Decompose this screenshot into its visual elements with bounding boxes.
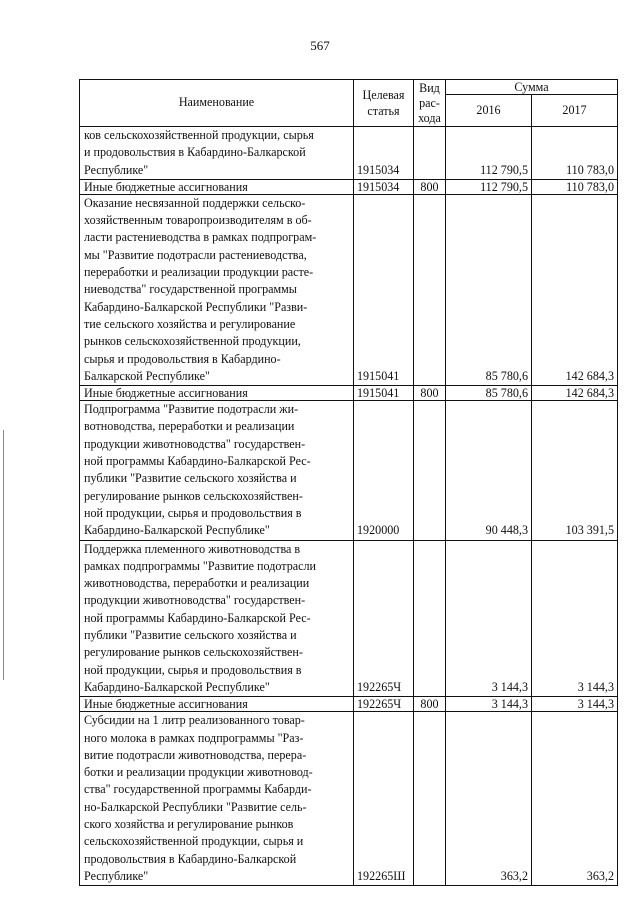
row-sum-2016: 85 780,6 bbox=[446, 194, 532, 385]
scan-edge-mark bbox=[3, 430, 4, 680]
row-sum-2016: 90 448,3 bbox=[446, 401, 532, 540]
page-number: 567 bbox=[310, 38, 330, 53]
row-code: 1920000 bbox=[354, 401, 414, 540]
table-row bbox=[80, 386, 618, 401]
row-code: 1915034 bbox=[354, 179, 414, 194]
row-vid bbox=[414, 540, 446, 697]
row-sum-2017: 3 144,3 bbox=[532, 697, 618, 712]
row-sum-2016: 363,2 bbox=[446, 712, 532, 886]
row-sum-2017: 142 684,3 bbox=[532, 194, 618, 385]
table-row bbox=[80, 179, 618, 194]
row-sum-2017: 103 391,5 bbox=[532, 401, 618, 540]
row-vid bbox=[414, 401, 446, 540]
header-code bbox=[354, 80, 414, 127]
row-vid bbox=[414, 712, 446, 886]
header-sum: Сумма bbox=[446, 80, 618, 95]
header-name: Наименование bbox=[80, 80, 354, 127]
row-code: 192265Ч bbox=[354, 697, 414, 712]
header-year-2016: 2016 bbox=[446, 95, 532, 127]
row-name: Подпрограмма "Развитие подотрасли жи- вотноводства, переработки и реализации продукции животноводства" государствен- ной программы Кабардино-Балкарской Рес- публики "Развитие сельского хозяйства и регулирование рынков сельскохозяйствен- ной продукции, сырья и продовольствия в Кабардино-Балкарской Республике" bbox=[80, 401, 354, 540]
table-row bbox=[80, 194, 618, 385]
row-name: Субсидии на 1 литр реализованного товар- ного молока в рамках подпрограммы "Раз- витие подотрасли животноводства, перера- ботки и реализации продукции животновод- ства" государственной программы Кабарди- но-Балкарской Республики "Развитие сель- ского хозяйства и регулирование рынков сельскохозяйственной продукции, сырья и продовольствия в Кабардино-Балкарской Республике" bbox=[80, 712, 354, 886]
row-name: ков сельскохозяйственной продукции, сырья и продовольствия в Кабардино-Балкарской Республике" bbox=[80, 127, 354, 180]
header-year-2017: 2017 bbox=[532, 95, 618, 127]
row-sum-2017: 142 684,3 bbox=[532, 386, 618, 401]
row-name: Поддержка племенного животноводства в рамках подпрограммы "Развитие подотрасли животноводства, переработки и реализации продукции животноводства" государствен- ной программы Кабардино-Балкарской Рес- публики "Развитие сельского хозяйства и регулирование рынков сельскохозяйствен- ной продукции, сырья и продовольствия в Кабардино-Балкарской Республике" bbox=[80, 540, 354, 697]
header-vid-label: Вид рас-хода bbox=[418, 80, 441, 125]
table-row bbox=[80, 697, 618, 712]
table-row bbox=[80, 712, 618, 886]
row-code: 192265Ш bbox=[354, 712, 414, 886]
budget-table bbox=[79, 79, 618, 886]
row-vid: 800 bbox=[414, 386, 446, 401]
row-sum-2017: 110 783,0 bbox=[532, 127, 618, 180]
row-code: 1915041 bbox=[354, 386, 414, 401]
row-name: Иные бюджетные ассигнования bbox=[80, 386, 354, 401]
row-sum-2017: 3 144,3 bbox=[532, 540, 618, 697]
row-name: Оказание несвязанной поддержки сельско- хозяйственным товаропроизводителям в об- ласти растениеводства в рамках подпрограм- мы "Развитие подотрасли растениеводства, переработки и реализации продукции расте- ниеводства" государственной программы Кабардино-Балкарской Республики "Разви- тие сельского хозяйства и регулирование рынков сельскохозяйственной продукции, сырья и продовольствия в Кабардино- Балкарской Республике" bbox=[80, 194, 354, 385]
row-sum-2016: 112 790,5 bbox=[446, 179, 532, 194]
row-code: 1915041 bbox=[354, 194, 414, 385]
table-row bbox=[80, 540, 618, 697]
row-sum-2016: 112 790,5 bbox=[446, 127, 532, 180]
row-sum-2016: 85 780,6 bbox=[446, 386, 532, 401]
header-vid bbox=[414, 80, 446, 127]
row-sum-2017: 363,2 bbox=[532, 712, 618, 886]
table-row bbox=[80, 401, 618, 540]
table-header bbox=[80, 80, 618, 127]
row-name: Иные бюджетные ассигнования bbox=[80, 179, 354, 194]
row-vid bbox=[414, 194, 446, 385]
row-code: 1915034 bbox=[354, 127, 414, 180]
row-vid: 800 bbox=[414, 179, 446, 194]
row-sum-2016: 3 144,3 bbox=[446, 540, 532, 697]
row-name: Иные бюджетные ассигнования bbox=[80, 697, 354, 712]
header-code-label: Целевая статья bbox=[362, 88, 405, 118]
row-vid: 800 bbox=[414, 697, 446, 712]
row-sum-2017: 110 783,0 bbox=[532, 179, 618, 194]
row-vid bbox=[414, 127, 446, 180]
table-row bbox=[80, 127, 618, 180]
row-code: 192265Ч bbox=[354, 540, 414, 697]
row-sum-2016: 3 144,3 bbox=[446, 697, 532, 712]
